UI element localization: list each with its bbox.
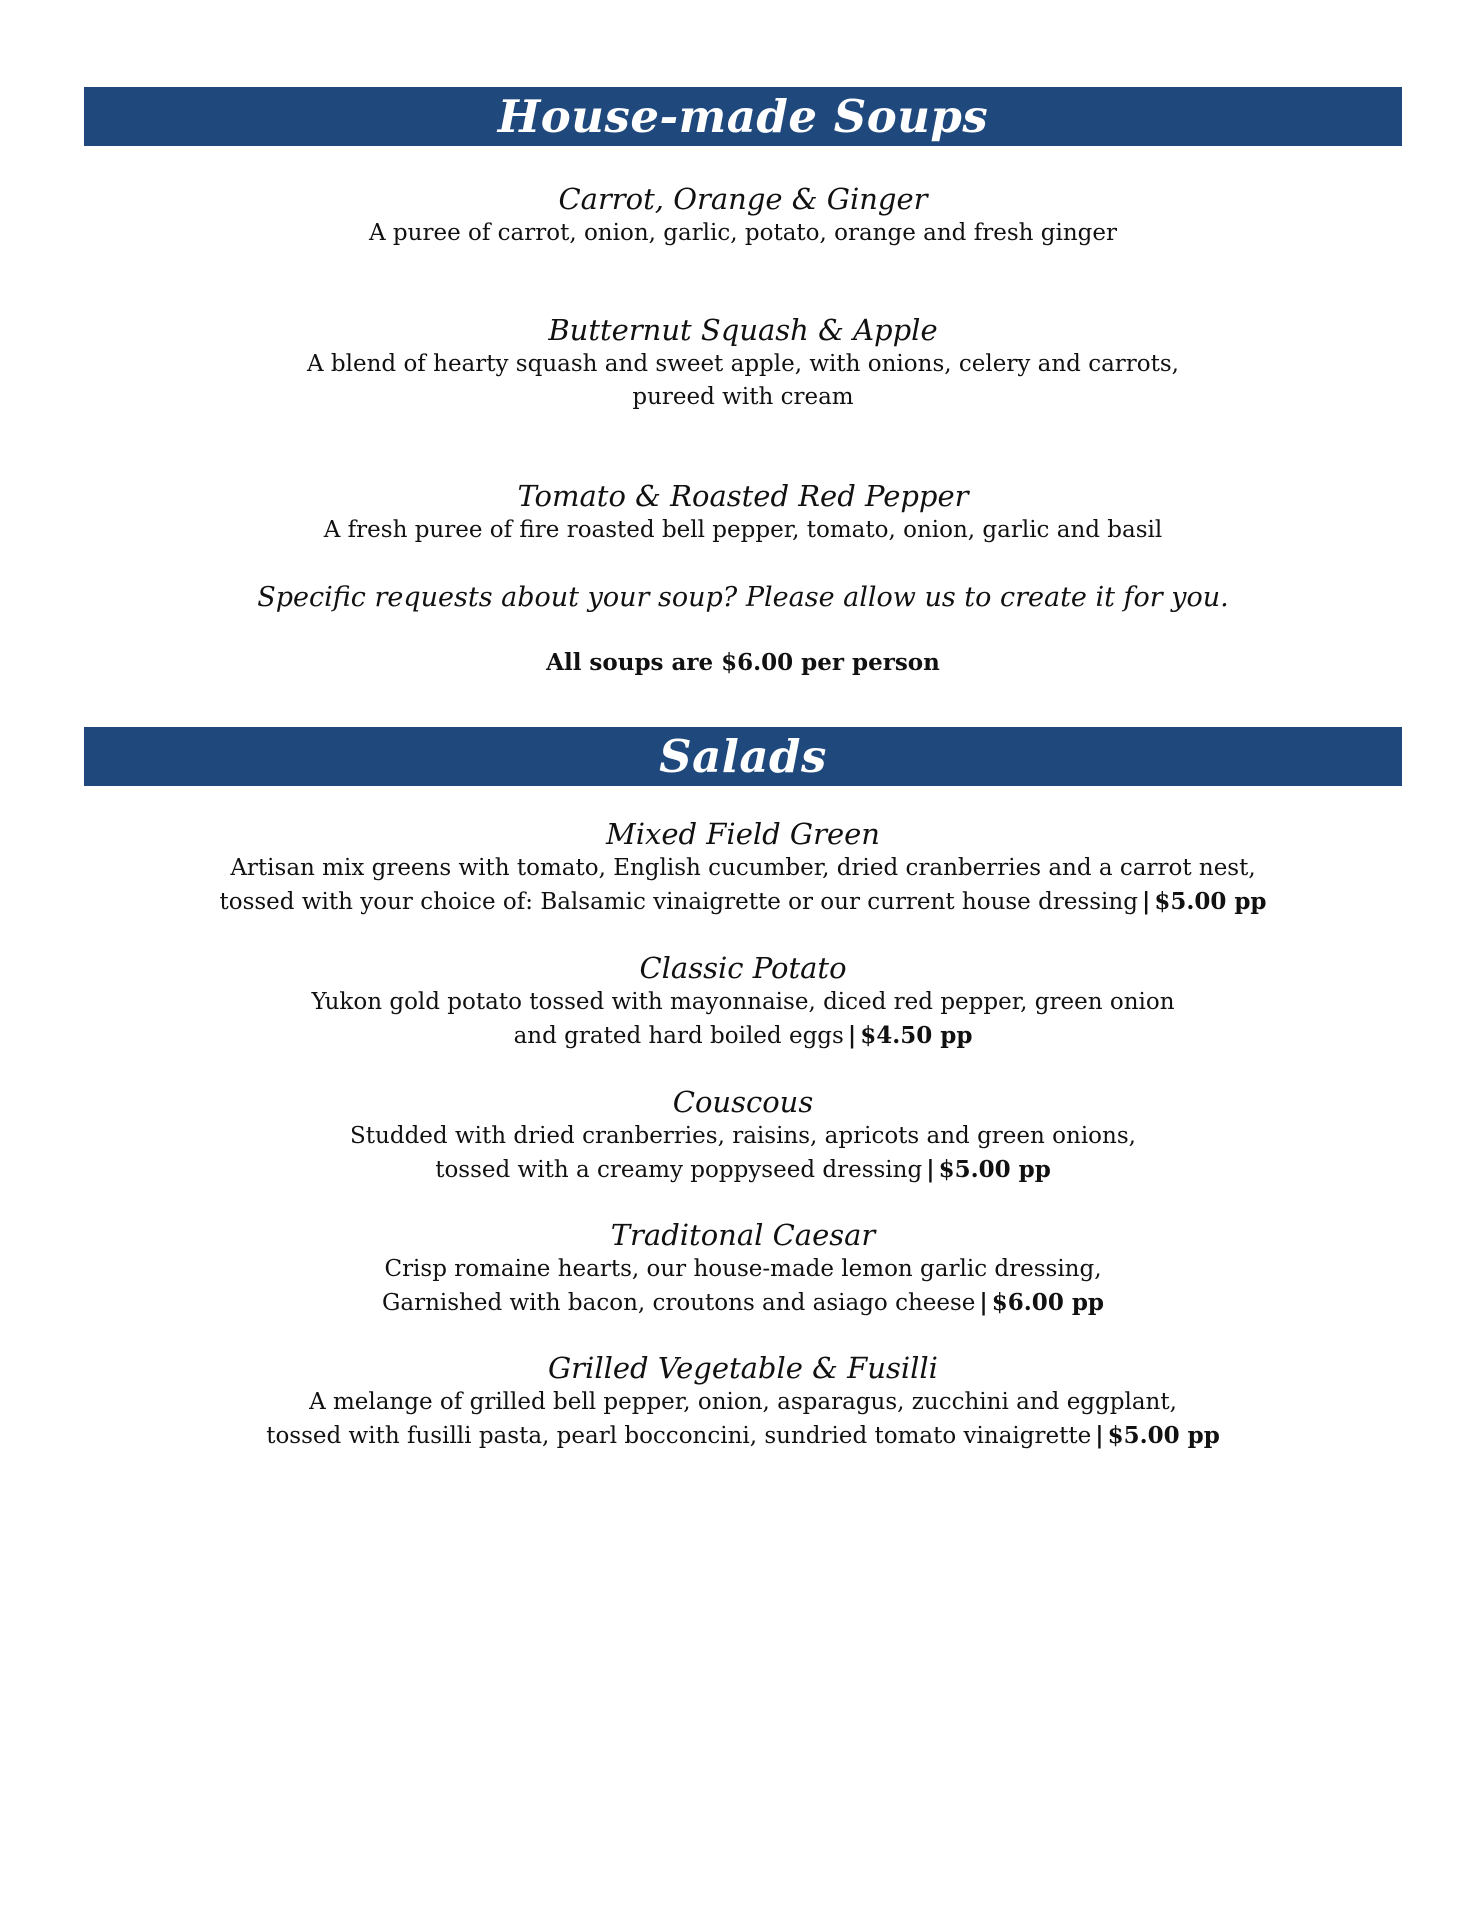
soup-name: Butternut Squash & Apple xyxy=(548,313,938,347)
soup-description-line2: pureed with cream xyxy=(632,384,854,410)
salad-name: Traditonal Caesar xyxy=(610,1218,876,1252)
salad-item-grilled-vegetable-fusilli xyxy=(84,1350,1402,1453)
salad-item-mixed-field-green xyxy=(84,816,1402,919)
salad-description-text: and grated hard boiled eggs xyxy=(513,1023,844,1049)
salad-description-line1: Studded with dried cranberries, raisins, apricots and green onions, xyxy=(350,1123,1136,1149)
salad-price: $6.00 pp xyxy=(991,1289,1104,1316)
soup-description: A puree of carrot, onion, garlic, potato, orange and fresh ginger xyxy=(369,220,1117,246)
soup-price-note: All soups are $6.00 per person xyxy=(546,649,940,676)
salad-description-line2 xyxy=(84,1286,1402,1320)
salad-description-text: tossed with a creamy poppyseed dressing xyxy=(435,1157,923,1183)
soup-item-carrot-orange-ginger xyxy=(84,181,1402,250)
price-separator: | xyxy=(926,1156,935,1183)
price-separator: | xyxy=(1095,1422,1104,1449)
salad-description-line2 xyxy=(84,1419,1402,1453)
price-separator: | xyxy=(979,1289,988,1316)
soup-name: Tomato & Roasted Red Pepper xyxy=(517,479,969,513)
price-separator: | xyxy=(847,1022,857,1049)
soup-request-note: Specific requests about your soup? Please allow us to create it for you. xyxy=(257,582,1229,613)
salad-price: $5.00 pp xyxy=(1107,1422,1220,1449)
salad-price: $5.00 pp xyxy=(938,1156,1051,1183)
salad-description-line2 xyxy=(84,885,1402,919)
salad-description-line1: A melange of grilled bell pepper, onion, asparagus, zucchini and eggplant, xyxy=(309,1389,1177,1415)
salad-name: Grilled Vegetable & Fusilli xyxy=(548,1351,938,1385)
salad-item-classic-potato xyxy=(84,950,1402,1053)
salad-description-text: tossed with your choice of: Balsamic vinaigrette or our current house dressing xyxy=(219,889,1138,915)
salad-description-line1: Yukon gold potato tossed with mayonnaise, diced red pepper, green onion xyxy=(311,989,1175,1015)
salad-description-line1: Artisan mix greens with tomato, English cucumber, dried cranberries and a carrot nest, xyxy=(230,855,1256,881)
soups-section-header: House-made Soups xyxy=(84,87,1402,146)
salad-price: $5.00 pp xyxy=(1154,888,1267,915)
soup-item-butternut-squash-apple xyxy=(84,312,1402,414)
salads-section-header: Salads xyxy=(84,727,1402,786)
salad-description-line2 xyxy=(84,1153,1402,1187)
salad-description-text: Garnished with bacon, croutons and asiago cheese xyxy=(381,1290,976,1316)
price-separator: | xyxy=(1141,888,1151,915)
salad-description-line2 xyxy=(84,1019,1402,1053)
soup-description: A fresh puree of fire roasted bell pepper, tomato, onion, garlic and basil xyxy=(323,517,1163,543)
salad-name: Couscous xyxy=(672,1085,814,1119)
salad-description-line1: Crisp romaine hearts, our house-made lemon garlic dressing, xyxy=(384,1256,1102,1282)
salad-name: Classic Potato xyxy=(639,951,847,985)
soup-description-line1: A blend of hearty squash and sweet apple, with onions, celery and carrots, xyxy=(307,351,1179,377)
salad-item-couscous xyxy=(84,1084,1402,1187)
soup-name: Carrot, Orange & Ginger xyxy=(558,182,928,216)
salad-price: $4.50 pp xyxy=(860,1022,973,1049)
salad-name: Mixed Field Green xyxy=(606,817,880,851)
soup-item-tomato-roasted-red-pepper xyxy=(84,478,1402,547)
salad-description-text: tossed with fusilli pasta, pearl bocconcini, sundried tomato vinaigrette xyxy=(266,1423,1092,1449)
salad-item-traditional-caesar xyxy=(84,1217,1402,1320)
